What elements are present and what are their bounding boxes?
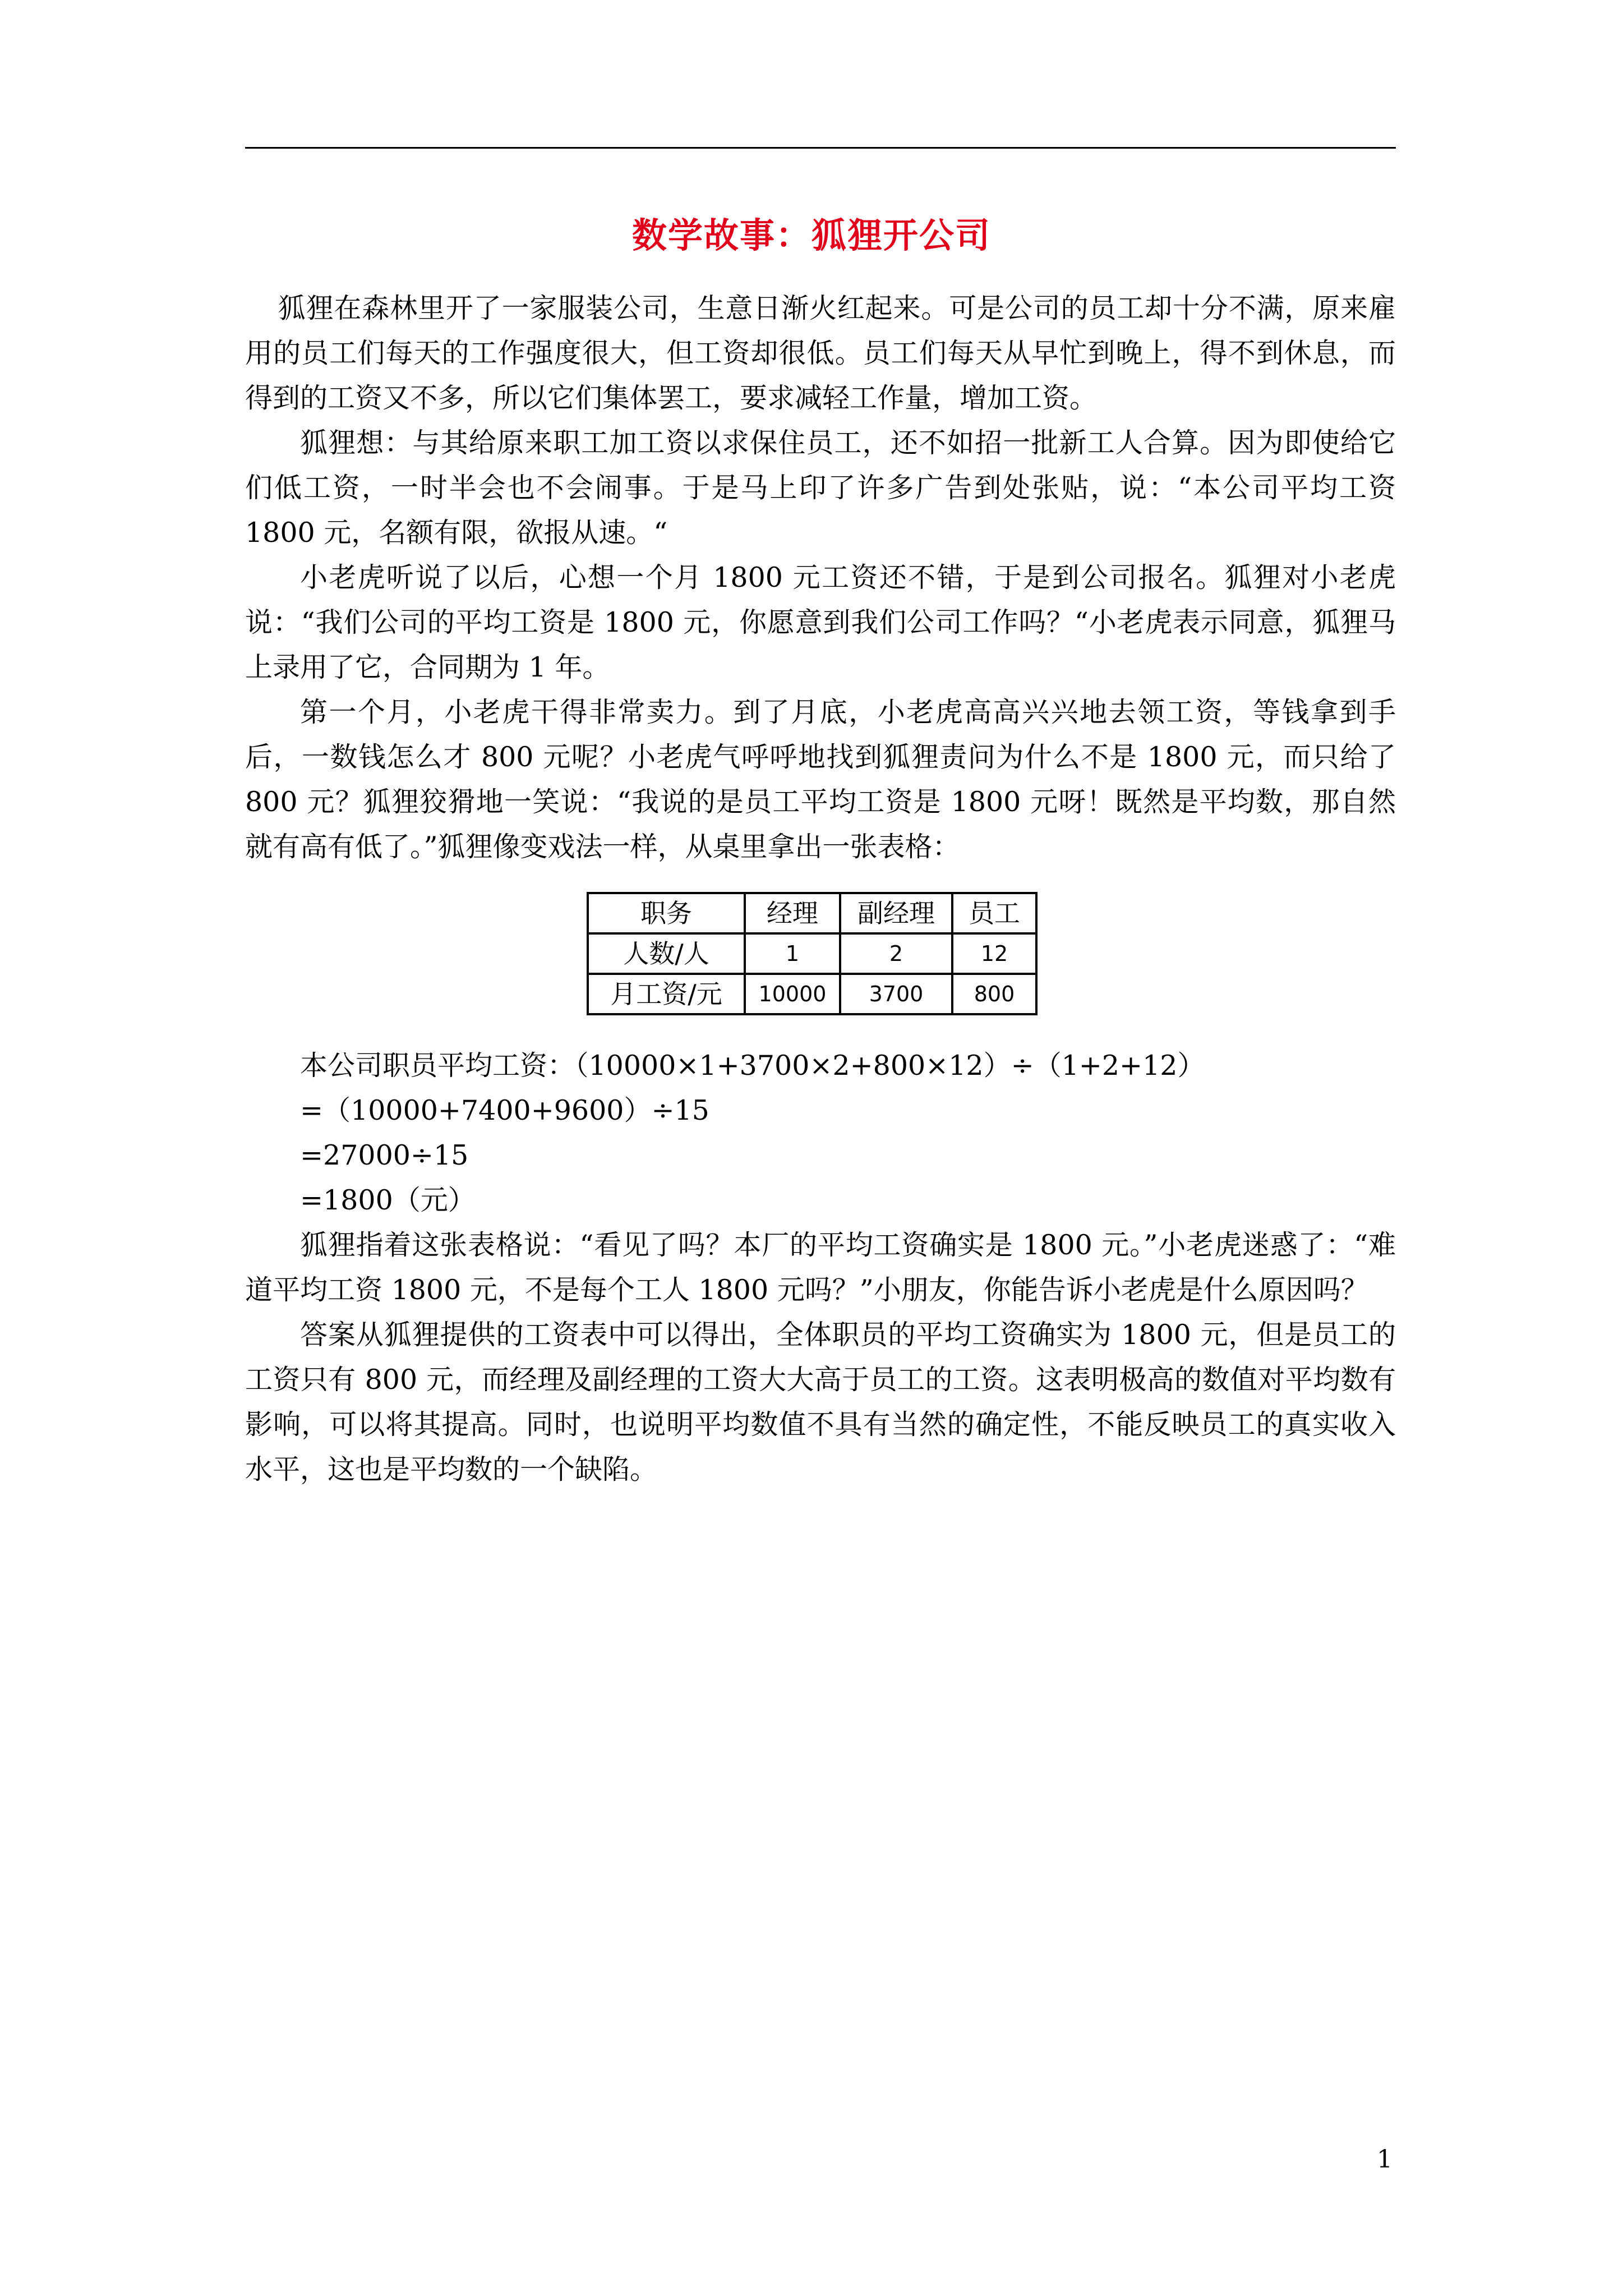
calculation-line: =1800（元） <box>300 1184 476 1216</box>
page-number: 1 <box>1377 2145 1393 2174</box>
table-header-row <box>588 893 1036 933</box>
paragraph: 答案从狐狸提供的工资表中可以得出，全体职员的平均工资确实为 1800 元，但是员工的工资只有 800 元，而经理及副经理的工资大大高于员工的工资。这表明极高的数值对平均数有影响，可以将其提高。同时，也说明平均数值不具有当然的确定性，不能反映员工的真实收入水平，这也是平均数的一个缺陷。 <box>245 1319 1396 1485</box>
table-cell: 月工资/元 <box>588 974 745 1014</box>
calculation-line: 本公司职员平均工资：（10000×1+3700×2+800×12）÷（1+2+12） <box>300 1050 1205 1082</box>
paragraph: 第一个月，小老虎干得非常卖力。到了月底，小老虎高高兴兴地去领工资，等钱拿到手后，一数钱怎么才 800 元呢？小老虎气呼呼地找到狐狸责问为什么不是 1800 元，而只给了 800 元？狐狸狡猾地一笑说：“我说的是员工平均工资是 1800 元呀！既然是平均数，那自然就有高有低了。”狐狸像变戏法一样，从桌里拿出一张表格： <box>245 696 1396 863</box>
paragraph: 狐狸指着这张表格说：“看见了吗？本厂的平均工资确实是 1800 元。”小老虎迷惑了：“难道平均工资 1800 元，不是每个工人 1800 元吗？”小朋友，你能告诉小老虎是什么原因吗？ <box>245 1229 1396 1306</box>
page-title: 数学故事：狐狸开公司 <box>631 215 991 256</box>
paragraph: 狐狸在森林里开了一家服装公司，生意日渐火红起来。可是公司的员工却十分不满，原来雇用的员工们每天的工作强度很大，但工资却很低。员工们每天从早忙到晚上，得不到休息，而得到的工资又不多，所以它们集体罢工，要求减轻工作量，增加工资。 <box>245 292 1396 414</box>
document-body <box>245 286 1396 1492</box>
table-header-cell: 副经理 <box>840 893 952 933</box>
table-cell: 2 <box>840 933 952 974</box>
table-cell: 人数/人 <box>588 933 745 974</box>
table-cell: 12 <box>952 933 1036 974</box>
salary-table <box>587 892 1038 1015</box>
calculation-line: =（10000+7400+9600）÷15 <box>300 1094 709 1126</box>
paragraph: 狐狸想：与其给原来职工加工资以求保住员工，还不如招一批新工人合算。因为即使给它们低工资，一时半会也不会闹事。于是马上印了许多广告到处张贴，说：“本公司平均工资 1800 元，名额有限，欲报从速。“ <box>245 427 1396 549</box>
table-header-cell: 员工 <box>952 893 1036 933</box>
table-header-cell: 经理 <box>745 893 840 933</box>
header-rule <box>245 147 1396 149</box>
table-row <box>588 933 1036 974</box>
table-cell: 1 <box>745 933 840 974</box>
table-cell: 800 <box>952 974 1036 1014</box>
calculation-line: =27000÷15 <box>300 1139 469 1171</box>
table-header-cell: 职务 <box>588 893 745 933</box>
table-cell: 10000 <box>745 974 840 1014</box>
table-cell: 3700 <box>840 974 952 1014</box>
salary-table-wrapper <box>245 892 1396 1015</box>
paragraph: 小老虎听说了以后，心想一个月 1800 元工资还不错，于是到公司报名。狐狸对小老虎说：“我们公司的平均工资是 1800 元，你愿意到我们公司工作吗？“小老虎表示同意，狐狸马上录用了它，合同期为 1 年。 <box>245 562 1396 683</box>
table-row <box>588 974 1036 1014</box>
